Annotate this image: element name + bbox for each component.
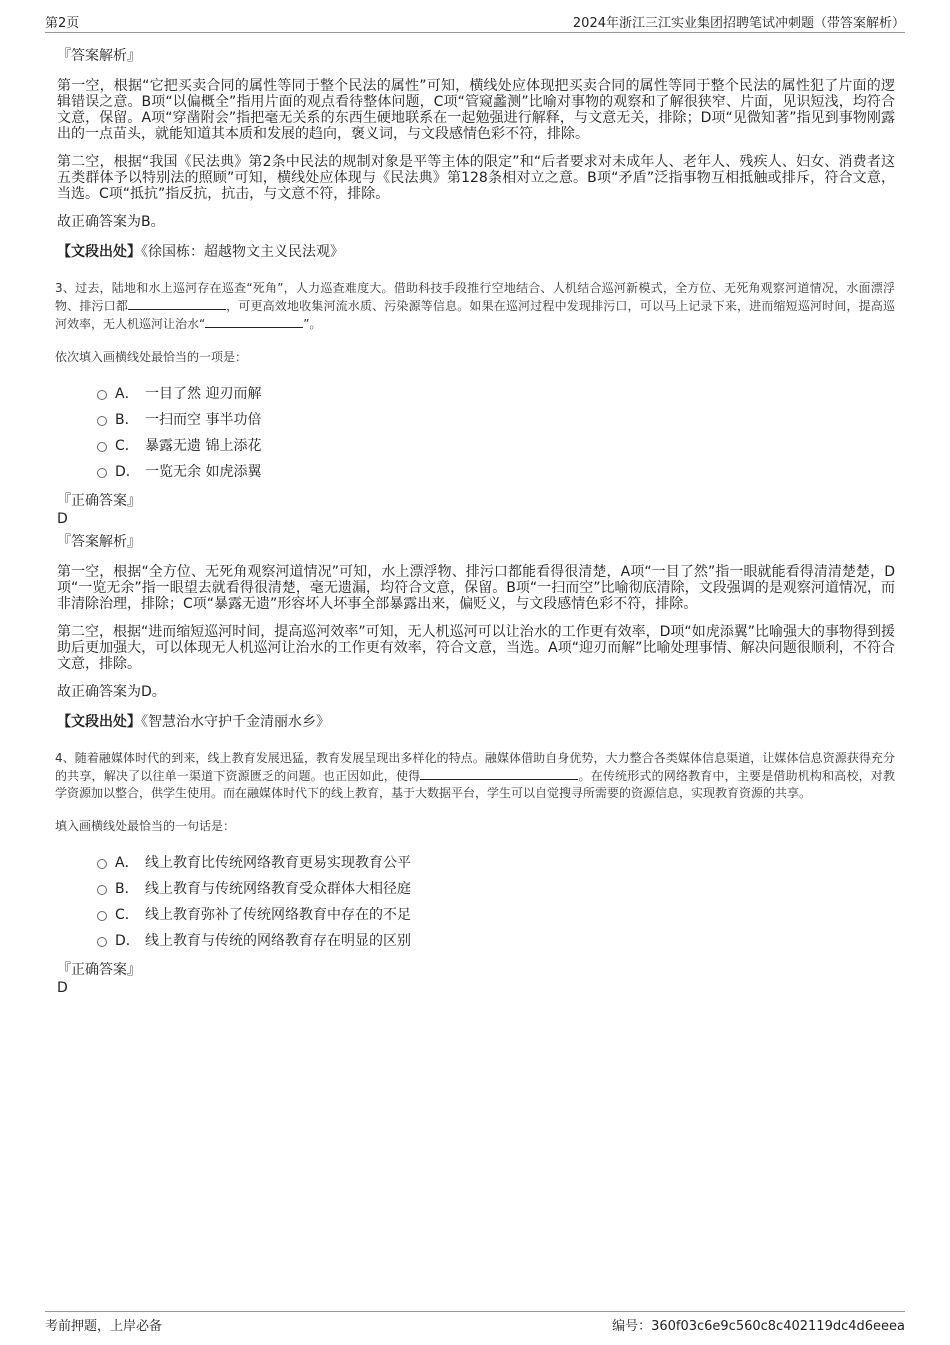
q3-analysis-para-2: 第二空，根据“进而缩短巡河时间，提高巡河效率”可知，无人机巡河可以让治水的工作更有效率，D项“如虎添翼”比喻强大的事物得到援助后更加强大，可以体现无人机巡河让治水的工作更有效率，符合文意，当选。A项“迎刃而解”比喻处理事情、解决问题很顺利，不符合文意，排除。 [57, 624, 895, 672]
q3-conclusion: 故正确答案为D。 [57, 684, 166, 700]
q2-analysis-para-1: 第一空，根据“它把买卖合同的属性等同于整个民法的属性”可知，横线处应体现把买卖合同的属性等同于整个民法的属性犯了片面的逻辑错误之意。B项“以偏概全”指用片面的观点看待整体问题，C项“管窥蠡测”比喻对事物的观察和了解很狭窄、片面，见识短浅，均符合文意，保留。A项“穿凿附会”指把毫无关系的东西生硬地联系在一起勉强进行解释，与文意无关，排除；D项“见微知著”指见到事物刚露出的一点苗头，就能知道其本质和发展的趋向，褒义词，与文段感情色彩不符，排除。 [57, 78, 895, 142]
q3-analysis-title: 『答案解析』 [57, 534, 141, 550]
q3-analysis-para-1: 第一空，根据“全方位、无死角观察河道情况”可知，水上漂浮物、排污口都能看得很清楚，A项“一目了然”指一眼就能看得清清楚楚，D项“一览无余”指一眼望去就看得很清楚，毫无遗漏，均符合文意，保留。B项“一扫而空”比喻彻底清除，文段强调的是观察河道情况，而非清除治理，排除；C项“暴露无遗”形容坏人坏事全部暴露出来，偏贬义，与文段感情色彩不符，排除。 [57, 564, 895, 612]
q3-text-part-3: ”。 [303, 317, 322, 331]
q3-text-part-1: 3、过去，陆地和水上巡河存在巡查“死角”，人力巡查难度大。借助科技手段推行空地结合、人机结合巡河新模式，全方位、无死角观察河道情况，水面漂浮物、排污口都 [55, 281, 895, 313]
q4-answer: D [57, 980, 68, 996]
q4-prompt: 填入画横线处最恰当的一句话是： [55, 819, 236, 833]
q2-conclusion: 故正确答案为B。 [57, 214, 165, 230]
option-letter: C． [115, 907, 139, 923]
option-letter: B． [115, 412, 139, 428]
option-text: 线上教育与传统网络教育受众群体大相径庭 [145, 881, 411, 897]
radio-icon[interactable] [97, 416, 107, 426]
option-letter: D． [115, 933, 140, 949]
q2-analysis-para-2: 第二空，根据“我国《民法典》第2条中民法的规制对象是平等主体的限定”和“后者要求对未成年人、老年人、残疾人、妇女、消费者这五类群体予以特别法的照顾”可知，横线处应体现与《民法典》第128条相对立之意。B项“矛盾”泛指事物互相抵触或排斥，符合文意，当选。C项“抵抗”指反抗，抗击，与文意不符，排除。 [57, 154, 895, 202]
q2-source-label: 【文段出处】 [57, 244, 141, 260]
radio-icon[interactable] [97, 885, 107, 895]
option-letter: C． [115, 438, 139, 454]
radio-icon[interactable] [97, 911, 107, 921]
q3-option-d[interactable] [97, 458, 895, 484]
option-letter: A． [115, 386, 139, 402]
page-content [55, 42, 895, 997]
option-letter: A． [115, 855, 139, 871]
q4-blank [420, 767, 578, 780]
q3-text-part-2: ，可更高效地收集河流水质、污染源等信息。如果在巡河过程中发现排污口，可以马上记录下来，进而缩短巡河时间，提高巡河效率，无人机巡河让治水“ [55, 299, 895, 331]
radio-icon[interactable] [97, 442, 107, 452]
option-text: 一览无余 如虎添翼 [145, 464, 262, 480]
q3-blank-2 [205, 315, 303, 328]
q3-prompt: 依次填入画横线处最恰当的一项是： [55, 350, 248, 364]
page-footer [45, 1311, 905, 1337]
document-code: 编号：360f03c6e9c560c8c402119dc4d6eeea [612, 1319, 905, 1334]
option-letter: D． [115, 464, 140, 480]
radio-icon[interactable] [97, 937, 107, 947]
q4-question-text [55, 750, 895, 802]
page-number: 第2页 [45, 16, 80, 31]
q2-source [57, 242, 895, 262]
q3-source [57, 712, 895, 732]
q4-option-c[interactable] [97, 901, 895, 927]
q3-options [97, 380, 895, 484]
page-header [45, 12, 905, 33]
radio-icon[interactable] [97, 468, 107, 478]
q4-answer-title: 『正确答案』 [57, 962, 141, 978]
q4-text-part-2: 。在传统形式的网络教育中，主要是借助机构和高校，对教学资源加以整合，供学生使用。而在融媒体时代下的线上教育，基于大数据平台，学生可以自觉搜寻所需要的资源信息，实现教育资源的共享。 [55, 769, 895, 800]
q3-source-text: 《智慧治水守护千金清丽水乡》 [141, 714, 330, 730]
q4-option-b[interactable] [97, 875, 895, 901]
q4-option-d[interactable] [97, 927, 895, 953]
document-title: 2024年浙江三江实业集团招聘笔试冲刺题（带答案解析） [572, 16, 905, 31]
q3-option-a[interactable] [97, 380, 895, 406]
option-letter: B． [115, 881, 139, 897]
q4-text-part-1: 4、随着融媒体时代的到来，线上教育发展迅猛，教育发展呈现出多样化的特点。融媒体借助自身优势，大力整合各类媒体信息渠道，让媒体信息资源获得充分的共享，解决了以往单一渠道下资源匮乏的问题。也正因如此，使得 [55, 751, 895, 783]
q4-options [97, 849, 895, 953]
footer-slogan: 考前押题，上岸必备 [45, 1319, 163, 1334]
q3-answer-title: 『正确答案』 [57, 493, 141, 509]
q3-blank-1 [128, 297, 226, 310]
option-text: 一目了然 迎刃而解 [145, 386, 262, 402]
q3-question-text [55, 280, 895, 333]
q2-source-text: 《徐国栋：超越物文主义民法观》 [141, 244, 344, 260]
q3-option-c[interactable] [97, 432, 895, 458]
q4-option-a[interactable] [97, 849, 895, 875]
q3-source-label: 【文段出处】 [57, 714, 141, 730]
option-text: 一扫而空 事半功倍 [145, 412, 262, 428]
option-text: 线上教育比传统网络教育更易实现教育公平 [145, 855, 411, 871]
radio-icon[interactable] [97, 859, 107, 869]
radio-icon[interactable] [97, 390, 107, 400]
option-text: 线上教育与传统的网络教育存在明显的区别 [145, 933, 411, 949]
q3-option-b[interactable] [97, 406, 895, 432]
q2-analysis-title: 『答案解析』 [57, 48, 141, 64]
q3-answer: D [57, 511, 68, 527]
option-text: 线上教育弥补了传统网络教育中存在的不足 [145, 907, 411, 923]
option-text: 暴露无遗 锦上添花 [145, 438, 262, 454]
